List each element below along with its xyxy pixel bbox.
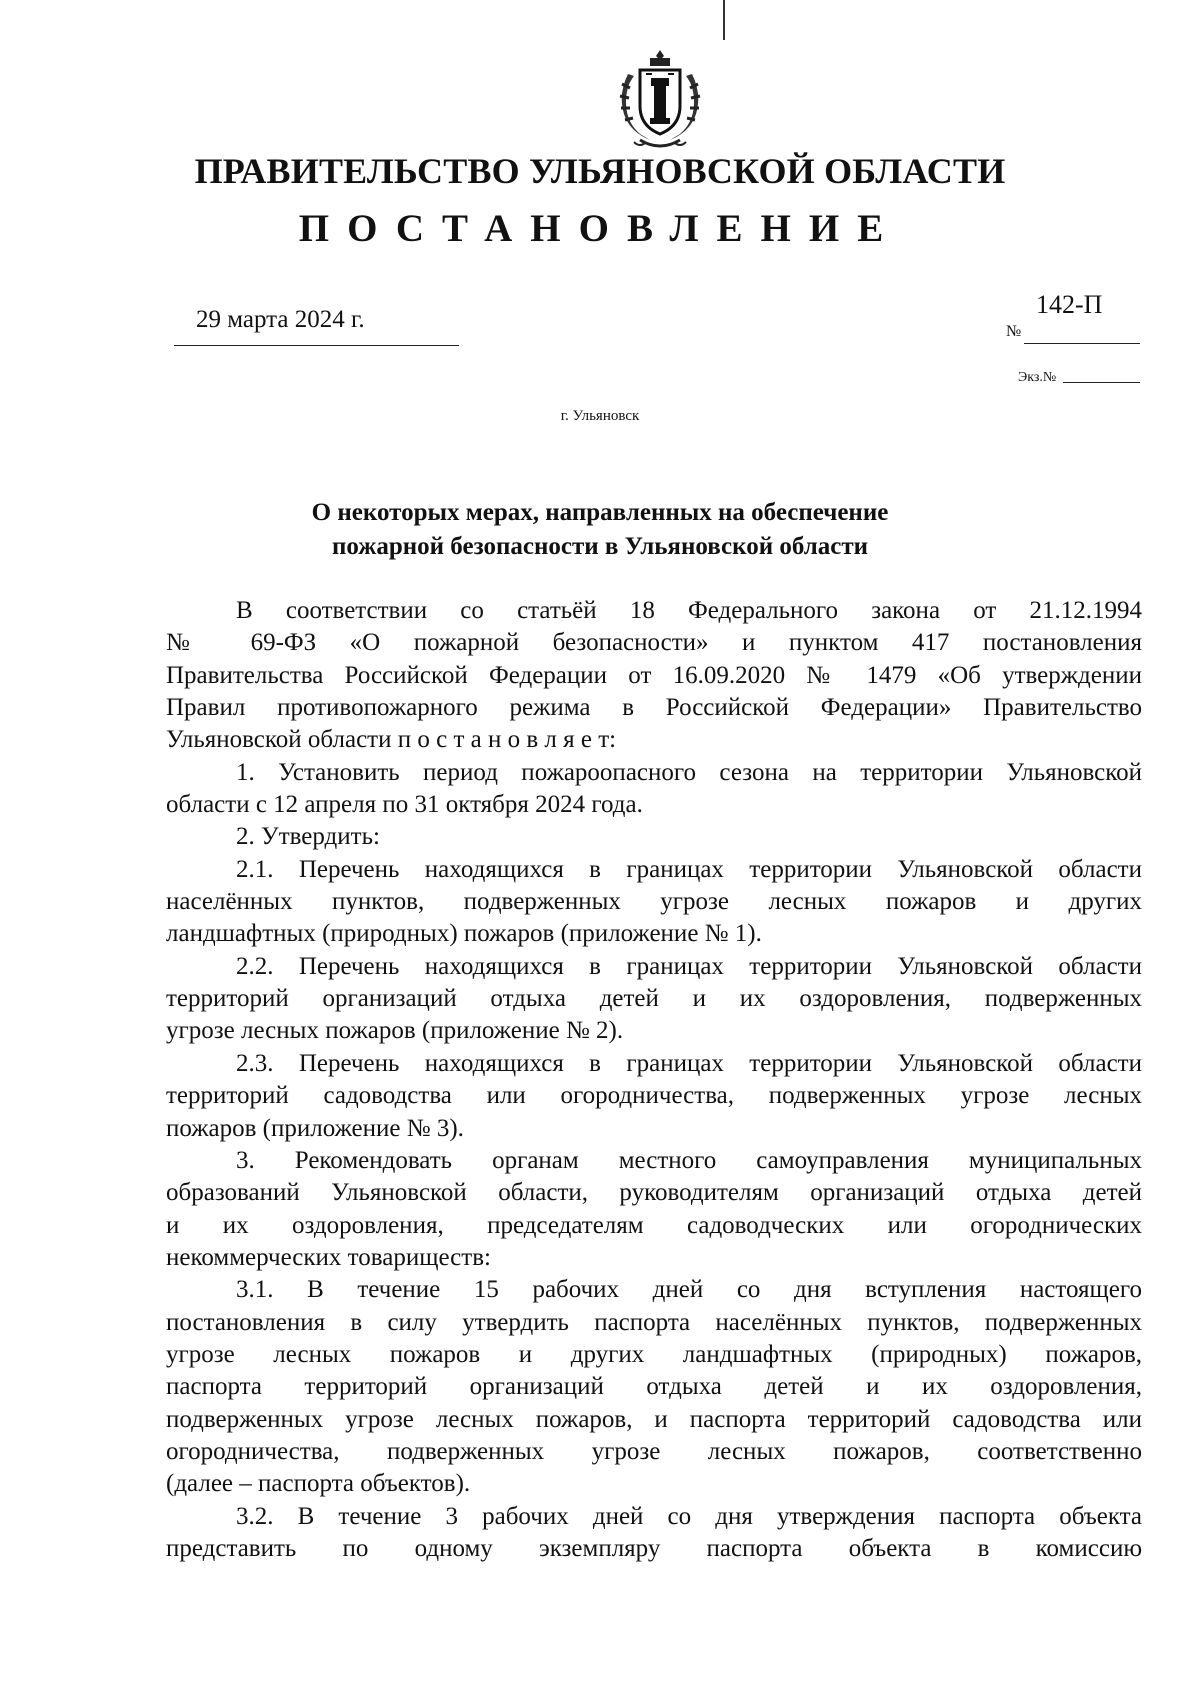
copy-number-underline [1063,382,1140,383]
body-line: территорий организаций отдыха детей и их оздоровления, подверженных [166,985,1142,1013]
title-line: О некоторых мерах, направленных на обеспечение [311,499,889,526]
body-line: представить по одному экземпляру паспорта объекта в комиссию [166,1534,1142,1562]
scan-mark [723,0,725,40]
body-line: населённых пунктов, подверженных угрозе лесных пожаров и других [166,888,1142,916]
body-line: территорий садоводства или огородничества, подверженных угрозе лесных [166,1082,1142,1110]
body-line: 2. Утвердить: [236,823,380,851]
document-title [0,496,1200,564]
body-line: 2.3. Перечень находящихся в границах территории Ульяновской области [236,1049,1142,1077]
document-body [166,595,1142,1565]
title-line: пожарной безопасности в Ульяновской области [331,533,869,560]
body-line: угрозе лесных пожаров и других ландшафтных (природных) пожаров, [166,1340,1142,1368]
body-line: постановления в силу утвердить паспорта населённых пунктов, подверженных [166,1308,1142,1336]
body-line: Правительства Российской Федерации от 16.09.2020 № 1479 «Об утверждении [166,661,1142,689]
government-name: ПРАВИТЕЛЬСТВО УЛЬЯНОВСКОЙ ОБЛАСТИ [194,151,1006,191]
body-line: 2.1. Перечень находящихся в границах территории Ульяновской области [236,855,1142,883]
decree-date: 29 марта 2024 г. [196,306,365,333]
body-line: В соответствии со статьёй 18 Федерального закона от 21.12.1994 [236,597,1142,624]
body-line: (далее – паспорта объектов). [166,1470,471,1498]
body-line: области с 12 апреля по 31 октября 2024 года. [166,791,643,819]
document-type: ПОСТАНОВЛЕНИЕ [298,207,902,250]
body-line: Ульяновской области п о с т а н о в л я е т: [166,726,617,754]
date-underline [174,345,459,346]
body-line: 3.2. В течение 3 рабочих дней со дня утверждения паспорта объекта [236,1502,1142,1530]
body-line: образований Ульяновской области, руководителям организаций отдыха детей [166,1179,1142,1207]
body-line: Правил противопожарного режима в Российской Федерации» Правительство [166,694,1142,722]
body-line: ландшафтных (природных) пожаров (приложение № 1). [166,920,762,948]
body-line: угрозе лесных пожаров (приложение № 2). [166,1017,624,1045]
number-label: № [1006,323,1022,340]
body-line: 3.1. В течение 15 рабочих дней со дня вступления настоящего [236,1276,1142,1304]
body-line: некоммерческих товариществ: [166,1243,491,1271]
body-line: и их оздоровления, председателям садоводческих или огороднических [166,1211,1142,1239]
body-line: 2.2. Перечень находящихся в границах территории Ульяновской области [236,952,1142,980]
body-line: 3. Рекомендовать органам местного самоуправления муниципальных [236,1146,1142,1174]
body-line: подверженных угрозе лесных пожаров, и паспорта территорий садоводства или [166,1405,1142,1433]
body-line: № 69-ФЗ «О пожарной безопасности» и пунктом 417 постановления [166,629,1142,657]
city: г. Ульяновск [560,408,640,424]
body-line: огородничества, подверженных угрозе лесных пожаров, соответственно [166,1437,1142,1465]
coat-of-arms-icon [610,44,710,154]
copy-number-label: Экз.№ [1018,370,1057,385]
decree-number: 142-П [1036,290,1103,319]
body-line: паспорта территорий организаций отдыха детей и их оздоровления, [166,1373,1142,1401]
body-line: 1. Установить период пожароопасного сезона на территории Ульяновской [236,758,1142,786]
number-underline [1024,343,1140,344]
body-line: пожаров (приложение № 3). [166,1114,464,1142]
